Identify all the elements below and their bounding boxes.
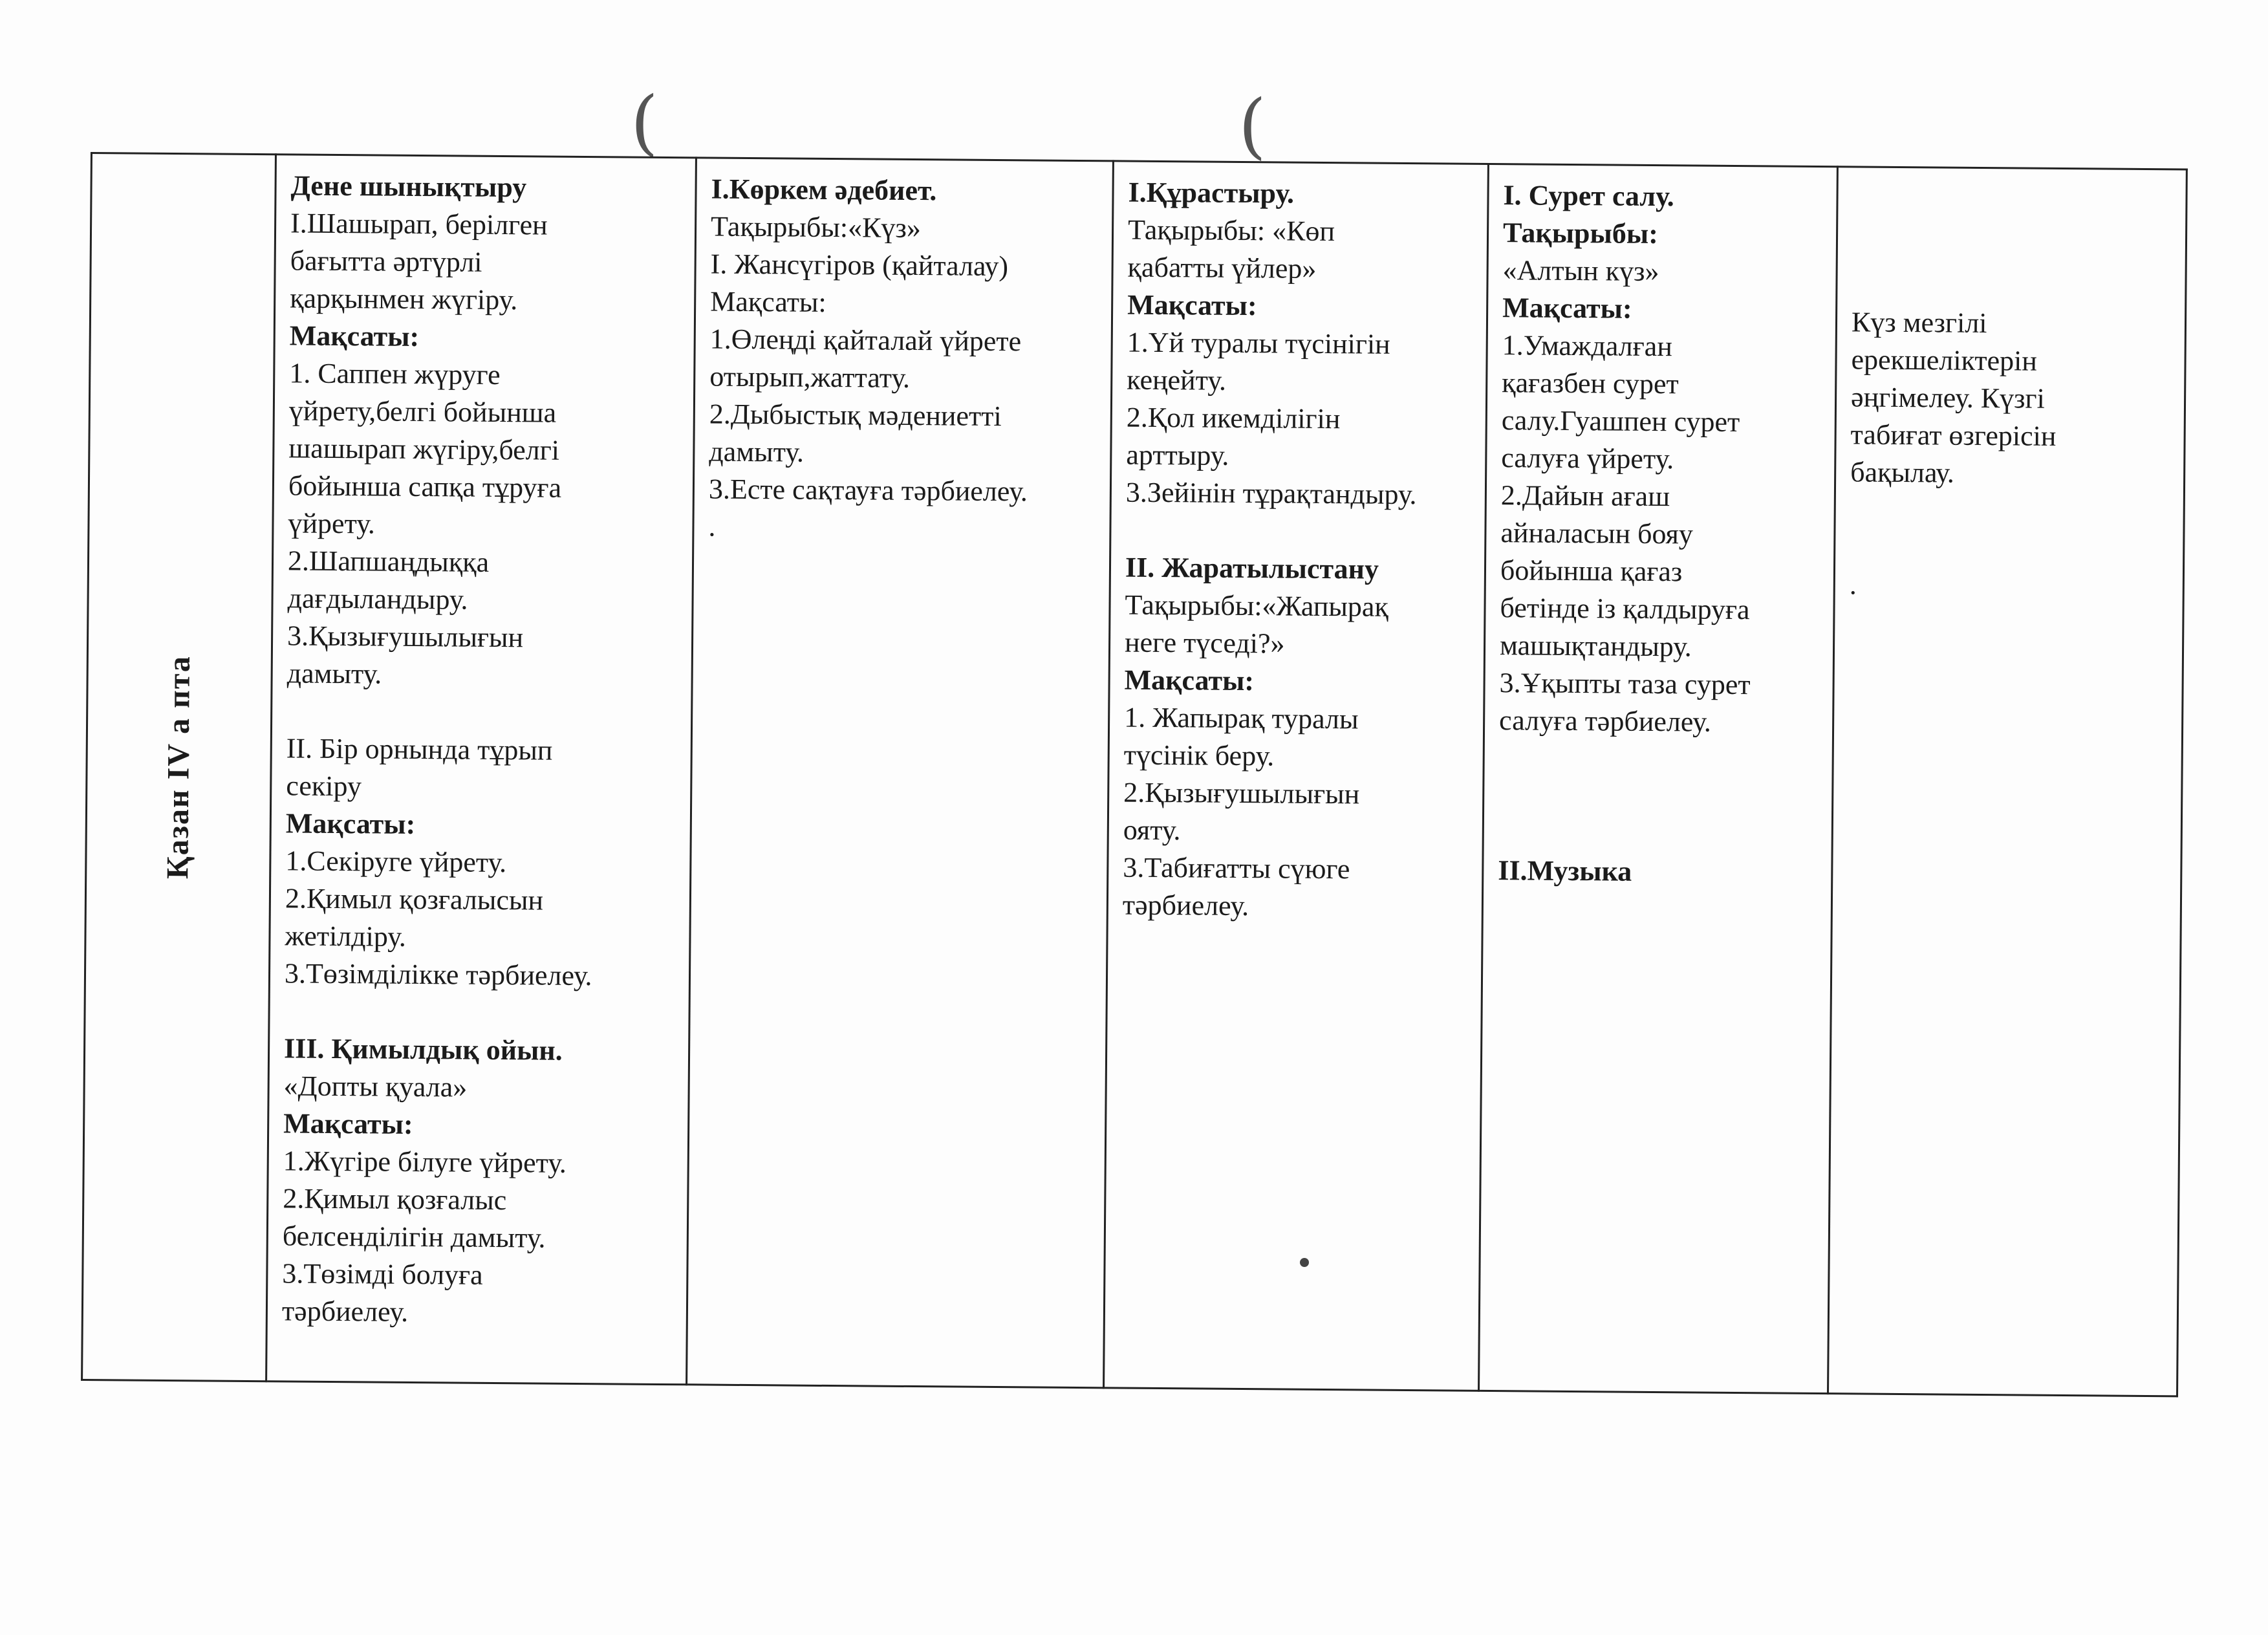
text-line: ояту.: [1123, 814, 1181, 847]
text-line: айналасын бояу: [1500, 517, 1694, 550]
heading-line: Мақсаты:: [1502, 292, 1632, 325]
text-line: табиғат өзгерісін: [1850, 418, 2057, 452]
text-line: түсінік беру.: [1123, 739, 1275, 772]
text-line: бетінде із қалдыруға: [1500, 592, 1750, 626]
text-line: 1.Үй туралы түсінігін: [1127, 326, 1390, 360]
day-column-4: [1479, 164, 1838, 1393]
weekly-plan-table: [81, 152, 2188, 1397]
text-line: шашырап жүгіру,белгі: [288, 432, 560, 466]
text-line: 1. Жапырақ туралы: [1123, 701, 1359, 735]
month-week-cell: [82, 153, 276, 1381]
text-line: 2.Қызығушылығын: [1123, 776, 1360, 810]
text-line: машықтандыру.: [1499, 629, 1692, 663]
text-line: секіру: [286, 770, 362, 803]
text-line: 1.Жүгіре білуге үйрету.: [283, 1145, 567, 1179]
text-line: қарқынмен жүгіру.: [290, 282, 518, 316]
spacer: [1498, 814, 1817, 854]
day-column-5: [1828, 167, 2187, 1396]
text-line: бақылау.: [1850, 456, 1955, 489]
text-line: 3.Есте сақтауға тәрбиелеу.: [708, 473, 1028, 508]
text-line: дағдыландыру.: [287, 582, 468, 616]
heading-line: ІІ. Жаратылыстану: [1125, 551, 1379, 585]
text-line: Күз мезгілі: [1851, 306, 1987, 340]
text-line: отырып,жаттату.: [709, 360, 911, 394]
text-line: 3.Төзімділікке тәрбиелеу.: [284, 957, 592, 992]
text-line: Тақырыбы:«Күз»: [710, 210, 922, 244]
text-line: 1. Саппен жүруге: [289, 357, 501, 391]
spacer: [1498, 777, 1817, 817]
scan-mark-right: (: [1238, 84, 1266, 167]
text-line: дамыту.: [286, 657, 382, 690]
heading-line: Мақсаты:: [283, 1107, 413, 1140]
text-line: белсенділігін дамыту.: [282, 1220, 546, 1254]
heading-line: Дене шынықтыру: [290, 169, 527, 204]
table-row: [82, 153, 2187, 1396]
text-line: 1.Секіруге үйрету.: [285, 845, 507, 879]
text-line: «Допты қуала»: [283, 1070, 468, 1103]
text-line: І. Жансүгіров (қайталау): [710, 248, 1009, 283]
text-line: Мақсаты:: [710, 285, 826, 318]
spacer: [284, 992, 674, 1033]
plan-sheet: [81, 152, 2186, 1429]
text-line: 2.Қимыл қозғалысын: [285, 882, 544, 916]
text-line: 2.Қол икемділігін: [1126, 401, 1341, 435]
heading-line: Мақсаты:: [1124, 664, 1255, 697]
text-line: І.Шашырап, берілген: [290, 207, 548, 241]
text-line: 2.Дайын ағаш: [1500, 479, 1670, 513]
text-line: .: [708, 510, 716, 543]
heading-line: Тақырыбы:: [1502, 217, 1659, 250]
heading-line: І.Құрастыру.: [1128, 176, 1295, 210]
spacer: [286, 692, 676, 733]
text-line: 1.Өлеңді қайталай үйрете: [709, 323, 1022, 358]
text-line: үйрету,белгі бойынша: [288, 395, 557, 429]
heading-line: І.Көркем әдебиет.: [711, 173, 937, 207]
text-line: 2.Қимыл қозғалыс: [283, 1182, 507, 1217]
text-line: арттыру.: [1126, 439, 1229, 471]
text-line: 3.Ұқыпты таза сурет: [1499, 667, 1751, 701]
text-line: бағытта әртүрлі: [290, 244, 482, 278]
spacer: [1850, 528, 2168, 568]
heading-line: Мақсаты:: [285, 807, 416, 840]
spacer: [1125, 512, 1470, 552]
text-line: үйрету.: [288, 507, 376, 540]
text-line: 3.Төзімді болуға: [282, 1257, 483, 1291]
heading-line: Мақсаты:: [1127, 288, 1257, 322]
heading-line: ІІ.Музыка: [1498, 854, 1632, 887]
text-line: 2.Дыбыстық мәдениетті: [709, 398, 1002, 433]
text-line: ІІ. Бір орнында тұрып: [286, 732, 553, 766]
text-line: .: [1849, 568, 1857, 601]
text-line: қағазбен сурет: [1502, 367, 1679, 400]
heading-line: ІІІ. Қимылдық ойын.: [283, 1032, 563, 1067]
text-line: неге түседі?»: [1124, 626, 1285, 660]
scan-mark-left: (: [631, 81, 658, 164]
day-column-2: [687, 158, 1114, 1388]
text-line: бойынша сапқа тұруға: [288, 470, 562, 504]
text-line: Тақырыбы:«Жапырақ: [1125, 589, 1389, 623]
text-line: бойынша қағаз: [1500, 554, 1683, 588]
text-line: жетілдіру.: [285, 920, 407, 953]
text-line: кеңейту.: [1127, 363, 1227, 396]
text-line: дамыту.: [709, 435, 805, 468]
spacer: [1498, 739, 1817, 779]
text-line: 2.Шапшаңдыққа: [287, 545, 490, 578]
text-line: 3.Зейінін тұрақтандыру.: [1125, 476, 1417, 511]
heading-line: І. Сурет салу.: [1503, 179, 1674, 213]
text-line: ерекшеліктерін: [1851, 343, 2038, 377]
text-line: әңгімелеу. Күзгі: [1850, 381, 2046, 415]
text-line: қабатты үйлер»: [1127, 251, 1317, 285]
text-line: 1.Умаждалған: [1502, 329, 1673, 363]
text-line: 3.Табиғатты сүюге: [1123, 851, 1350, 885]
month-week-label: Қазан IV а пта: [160, 655, 197, 880]
text-line: 3.Қызығушылығын: [286, 620, 524, 654]
text-line: Тақырыбы: «Көп: [1127, 213, 1335, 248]
day-column-1: [266, 155, 697, 1385]
text-line: салуға үйрету.: [1501, 442, 1674, 475]
text-line: салуға тәрбиелеу.: [1498, 704, 1712, 738]
day-column-3: [1104, 161, 1489, 1391]
text-line: тәрбиелеу.: [1122, 889, 1249, 922]
text-line: тәрбиелеу.: [281, 1295, 409, 1328]
heading-line: Мақсаты:: [289, 319, 420, 352]
text-line: «Алтын күз»: [1502, 254, 1659, 288]
text-line: салу.Гуашпен сурет: [1501, 404, 1740, 439]
spacer: [1850, 491, 2169, 531]
